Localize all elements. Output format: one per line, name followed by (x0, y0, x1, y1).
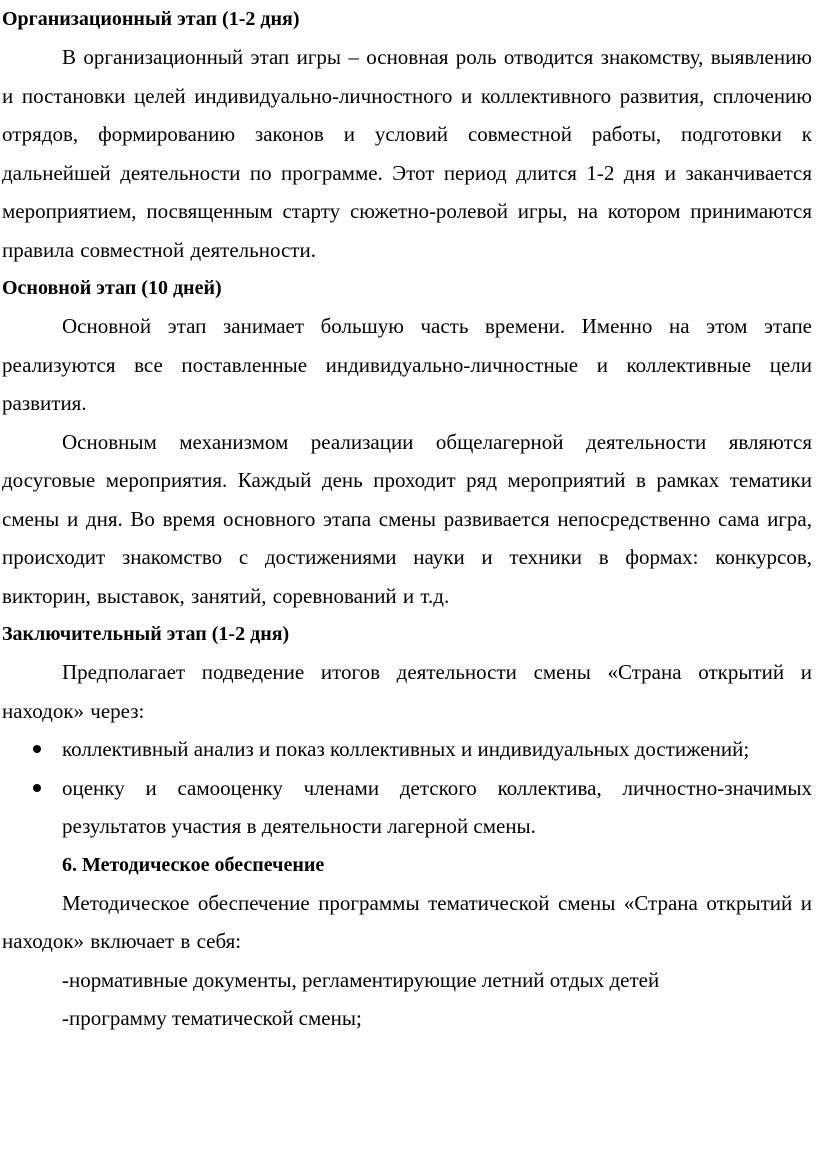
list-item (2, 730, 812, 769)
methodical-item-1: -нормативные документы, регламентирующие летний отдых детей (62, 967, 660, 992)
paragraph-methodical-support: Методическое обеспечение программы тематической смены «Страна открытий и находок» включает в себя: (2, 890, 812, 953)
heading-methodical-support: 6. Методическое обеспечение (62, 853, 325, 876)
bullet-icon (33, 784, 41, 792)
paragraph-main-stage-1: Основной этап занимает большую часть времени. Именно на этом этапе реализуются все поставленные индивидуально-личностные и коллективные цели развития. (2, 314, 812, 415)
bullet-icon (33, 745, 41, 753)
heading-org-stage: Организационный этап (1-2 дня) (2, 8, 300, 30)
list-item-text: оценку и самооценку членами детского коллектива, личностно-значимых результатов участия в деятельности лагерной смены. (62, 775, 812, 838)
heading-main-stage: Основной этап (10 дней) (2, 277, 222, 299)
final-stage-bullet-list (2, 730, 812, 846)
list-item (2, 769, 812, 846)
paragraph-final-stage: Предполагает подведение итогов деятельности смены «Страна открытий и находок» через: (2, 660, 812, 723)
paragraph-org-stage: В организационный этап игры – основная роль отводится знакомству, выявлению и постановки целей индивидуально-личностного и коллективного развития, сплочению отрядов, формированию законов и условий совместной работы, подготовки к дальнейшей деятельности по программе. Этот период длится 1-2 дня и заканчивается мероприятием, посвященным старту сюжетно-ролевой игры, на котором принимаются правила совместной деятельности. (2, 45, 812, 262)
heading-final-stage: Заключительный этап (1-2 дня) (2, 623, 290, 645)
paragraph-main-stage-2: Основным механизмом реализации общелагерной деятельности являются досуговые мероприятия. Каждый день проходит ряд мероприятий в рамках тематики смены и дня. Во время основного этапа смены развивается непосредственно сама игра, происходит знакомство с достижениями науки и техники в формах: конкурсов, викторин, выставок, занятий, соревнований и т.д. (2, 429, 812, 608)
list-item-text: коллективный анализ и показ коллективных и индивидуальных достижений; (62, 737, 750, 761)
methodical-item-2: -программу тематической смены; (62, 1006, 362, 1030)
